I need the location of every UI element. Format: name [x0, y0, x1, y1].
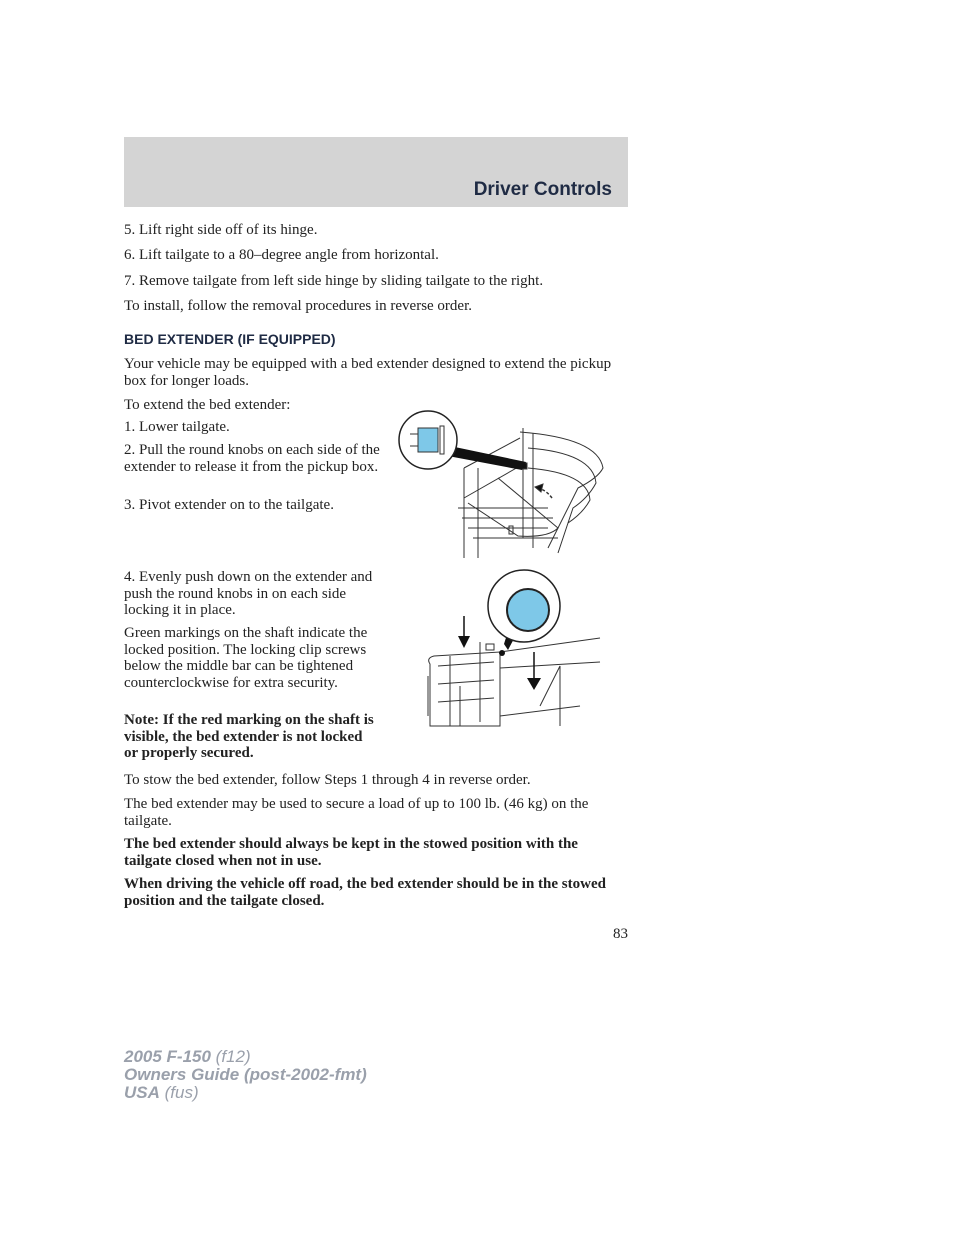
footer-region: USA	[124, 1083, 160, 1102]
section-title: Driver Controls	[473, 179, 612, 200]
footer-region-code: (fus)	[159, 1083, 199, 1102]
footer-model-code: (f12)	[210, 1047, 251, 1066]
stow-warning: The bed extender should always be kept in the stowed position with the tailgate closed when not in use.	[124, 836, 578, 869]
bed-extender-lock-illustration	[420, 566, 604, 732]
extend-step-3: 3. Pivot extender on to the tailgate.	[124, 497, 334, 513]
green-marking-note: Green markings on the shaft indicate the locked position. The locking clip screws below the middle bar can be tightened counterclockwise for extra security.	[124, 625, 368, 691]
bed-extender-heading: BED EXTENDER (IF EQUIPPED)	[124, 331, 336, 347]
footer-region-line	[124, 1084, 367, 1102]
install-note: To install, follow the removal procedures in reverse order.	[124, 298, 473, 314]
footer-model-line	[124, 1048, 367, 1066]
header-band	[124, 137, 628, 207]
step-7: 7. Remove tailgate from left side hinge by sliding tailgate to the right.	[124, 273, 544, 289]
load-capacity: The bed extender may be used to secure a load of up to 100 lb. (46 kg) on the tailgate.	[124, 796, 589, 829]
bed-extender-intro: Your vehicle may be equipped with a bed extender designed to extend the pickup box for longer loads.	[124, 356, 612, 389]
extend-step-1: 1. Lower tailgate.	[124, 419, 230, 435]
extend-step-4: 4. Evenly push down on the extender and push the round knobs in on each side locking it in place.	[124, 569, 373, 618]
step-6: 6. Lift tailgate to a 80–degree angle from horizontal.	[124, 247, 439, 263]
document-footer	[124, 1048, 367, 1102]
step-5: 5. Lift right side off of its hinge.	[124, 222, 318, 238]
page-number: 83	[613, 926, 628, 942]
off-road-warning: When driving the vehicle off road, the bed extender should be in the stowed position and the tailgate closed.	[124, 876, 606, 909]
red-marking-note: Note: If the red marking on the shaft is visible, the bed extender is not locked or properly secured.	[124, 712, 374, 761]
footer-guide: Owners Guide (post-2002-fmt)	[124, 1065, 367, 1084]
stow-instructions: To stow the bed extender, follow Steps 1 through 4 in reverse order.	[124, 772, 531, 788]
extend-step-2: 2. Pull the round knobs on each side of the extender to release it from the pickup box.	[124, 442, 380, 475]
bed-extender-pivot-illustration	[398, 408, 610, 560]
footer-model: 2005 F-150	[124, 1047, 211, 1066]
extend-intro: To extend the bed extender:	[124, 397, 291, 413]
